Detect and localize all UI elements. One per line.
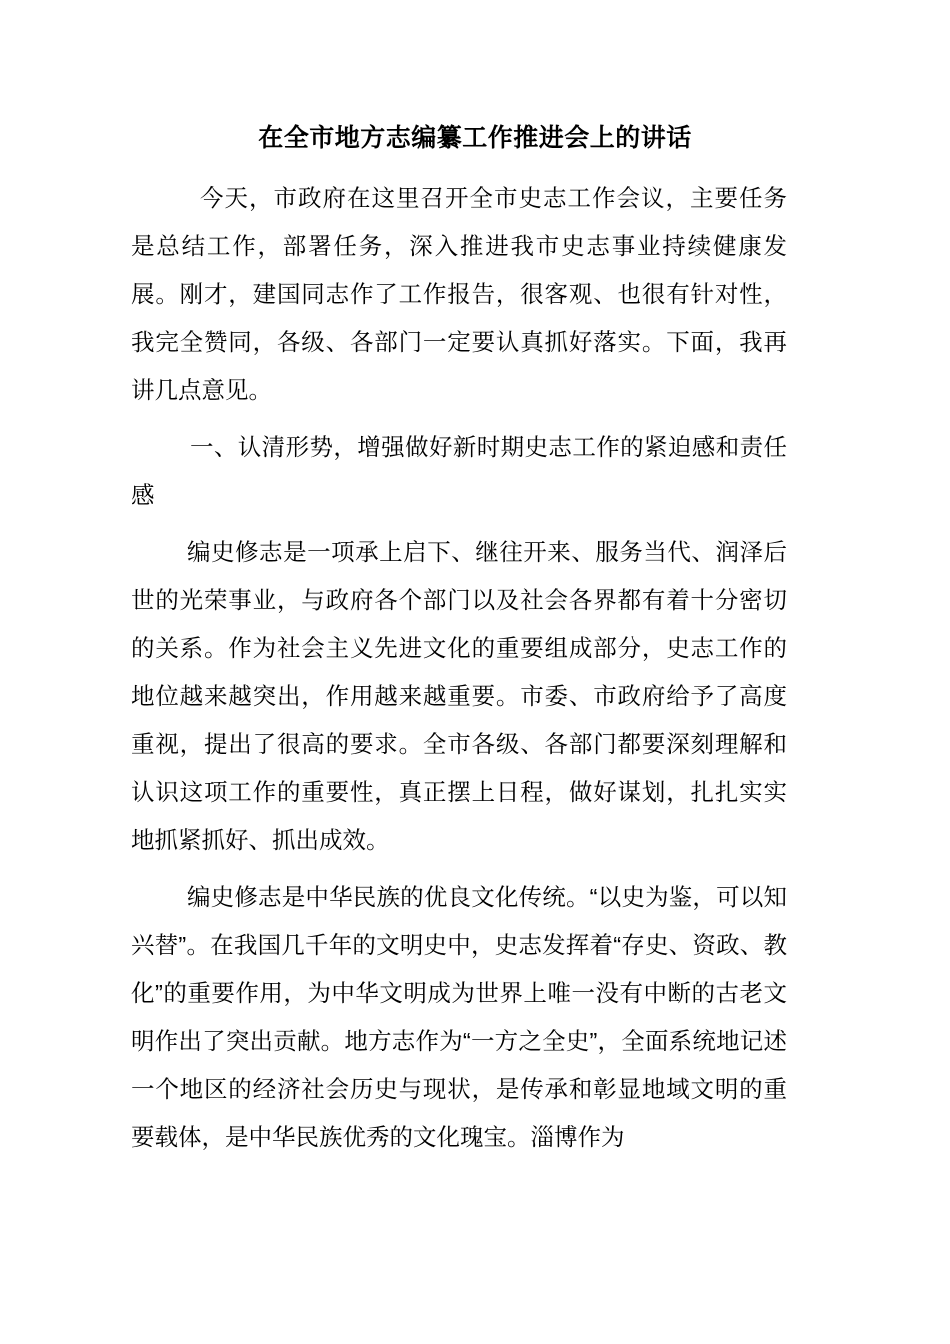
document-title: 在全市地方志编纂工作推进会上的讲话 (258, 124, 692, 152)
paragraph-body-2: 编史修志是中华民族的优良文化传统。“以史为鉴，可以知兴替”。在我国几千年的文明史中，史志发挥着“存史、资政、教化”的重要作用，为中华文明成为世界上唯一没有中断的古老文明作出了突出贡献。地方志作为“一方之全史”，全面系统地记述一个地区的经济社会历史与现状，是传承和彰显地域文明的重要载体，是中华民族优秀的文化瑰宝。淄博作为 (131, 884, 787, 1150)
paragraph-opening: 今天，市政府在这里召开全市史志工作会议，主要任务是总结工作，部署任务，深入推进我市史志事业持续健康发展。刚才，建国同志作了工作报告，很客观、也很有针对性，我完全赞同，各级、各部门一定要认真抓好落实。下面，我再讲几点意见。 (131, 185, 787, 403)
document-body (131, 174, 787, 1161)
paragraph-body-1: 编史修志是一项承上启下、继往开来、服务当代、润泽后世的光荣事业，与政府各个部门以及社会各界都有着十分密切的关系。作为社会主义先进文化的重要组成部分，史志工作的地位越来越突出，作用越来越重要。市委、市政府给予了高度重视，提出了很高的要求。全市各级、各部门都要深刻理解和认识这项工作的重要性，真正摆上日程，做好谋划，扎扎实实地抓紧抓好、抓出成效。 (131, 539, 787, 853)
section-heading-1: 一、认清形势，增强做好新时期史志工作的紧迫感和责任感 (131, 434, 787, 508)
